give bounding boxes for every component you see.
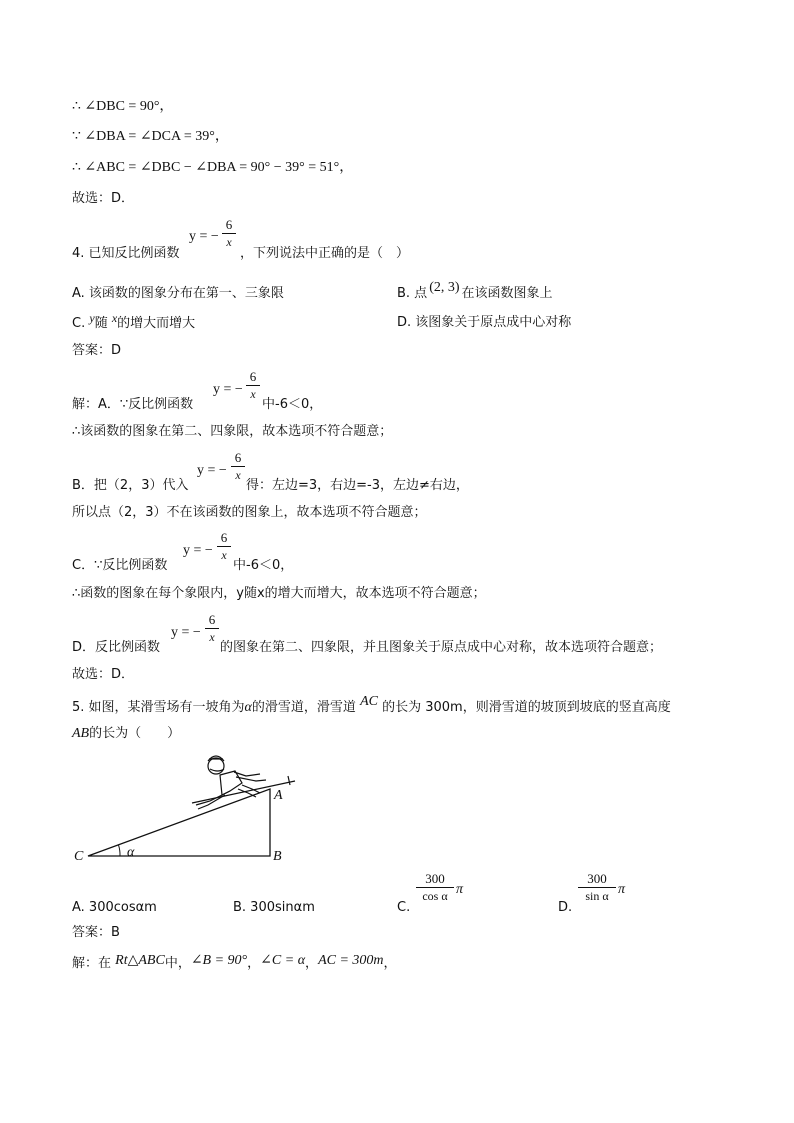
sol-b-fraction: [231, 451, 245, 482]
sol-d-fraction: [205, 613, 219, 644]
q5-option-d-fraction: [578, 872, 616, 903]
prev-line-4: 故选：D．: [72, 191, 135, 206]
sol-c-pre: C．∵反比例函数: [72, 558, 168, 573]
q4-option-b: [397, 280, 553, 302]
prev-line-3: ∴ ∠ABC = ∠DBC − ∠DBA = 90° − 39° = 51°，: [72, 160, 354, 175]
q5-sol-rt: Rt△ABC: [115, 953, 165, 968]
angle-arc: [119, 845, 121, 856]
q5-sol-comma-2: ，: [305, 956, 319, 971]
q5-stem-line-2: [72, 726, 180, 742]
q4-option-a: A. 该函数的图象分布在第一、三象限: [72, 286, 284, 301]
q5-stem-line-2-post: 的长为（ ）: [89, 726, 181, 741]
q4-stem-fraction: [222, 218, 236, 249]
q4-stem-y-eq: y = −: [189, 229, 219, 244]
sol-c-y-eq: y = −: [183, 543, 213, 558]
q5-stem-ac: AC: [360, 694, 378, 709]
frac-den: cos α: [422, 889, 448, 903]
q5-sol-angle-b: ∠B = 90°: [190, 953, 248, 968]
frac-num: 300: [425, 871, 445, 886]
q4-option-c-mid: 随: [94, 316, 108, 331]
q4-option-c: [72, 311, 196, 332]
q4-option-d: D. 该图象关于原点成中心对称: [397, 315, 572, 330]
q5-option-d: D.: [558, 900, 573, 915]
q4-option-b-point: (2, 3): [429, 280, 460, 295]
frac-num: 6: [208, 612, 216, 627]
q5-stem-post: 的长为 300m，则滑雪道的坡顶到坡底的竖直高度: [382, 700, 671, 715]
q4-option-b-post: 在该函数图象上: [461, 286, 553, 301]
q5-stem-pre: 5. 如图，某滑雪场有一坡角为: [72, 700, 245, 715]
sol-b-post: 得：左边=3，右边=-3，左边≠右边，: [246, 478, 469, 493]
frac-bar: [217, 546, 231, 547]
sol-c-fraction: [217, 531, 231, 562]
frac-num: 6: [225, 217, 233, 232]
frac-den: x: [221, 548, 227, 562]
q4-stem-pre: 4. 已知反比例函数: [72, 246, 180, 261]
q5-sol-comma-1: ，: [247, 956, 261, 971]
q4-option-c-x: x: [111, 311, 118, 325]
sol-b-y-eq: y = −: [197, 463, 227, 478]
q5-sol-angle-c: ∠C = α: [260, 953, 306, 968]
frac-bar: [205, 628, 219, 629]
vertex-a-label: A: [274, 788, 283, 803]
sol-a-pre: 解：A．∵反比例函数: [72, 397, 194, 412]
q5-stem-line-1: [72, 694, 671, 716]
sol-c-post: 中-6＜0，: [233, 558, 294, 573]
q5-option-c: C.: [397, 900, 411, 915]
frac-den: sin α: [585, 889, 609, 903]
sol-b-line-2: 所以点（2，3）不在该函数的图象上，故本选项不符合题意；: [72, 505, 427, 520]
sol-d-post: 的图象在第二、四象限，并且图象关于原点成中心对称，故本选项符合题意；: [220, 640, 663, 655]
sol-b-pre: B．把（2，3）代入: [72, 478, 189, 493]
q5-option-c-fraction: [416, 872, 454, 903]
frac-bar: [416, 887, 454, 888]
q5-sol-pre: 解：在: [72, 956, 112, 971]
prev-line-2: ∵ ∠DBA = ∠DCA = 39°，: [72, 129, 229, 144]
q5-sol-mid: 中，: [164, 956, 191, 971]
frac-num: 300: [587, 871, 607, 886]
sol-a-fraction: [246, 370, 260, 401]
sol-d-pre: D．反比例函数: [72, 640, 161, 655]
q4-stem-post: ，下列说法中正确的是（ ）: [240, 246, 410, 261]
frac-den: x: [250, 387, 256, 401]
slope-triangle: [88, 789, 270, 856]
q4-choose: 故选：D．: [72, 667, 135, 682]
angle-alpha-label: α: [127, 845, 135, 860]
q5-option-a: A. 300cosαm: [72, 900, 157, 915]
q5-answer: 答案：B: [72, 925, 120, 940]
q5-stem-mid: 的滑雪道，滑雪道: [251, 700, 356, 715]
frac-den: x: [235, 468, 241, 482]
sol-c-line-2: ∴函数的图象在每个象限内，y随x的增大而增大，故本选项不符合题意；: [72, 586, 486, 601]
frac-num: 6: [220, 530, 228, 545]
q5-stem-ab: AB: [72, 726, 90, 741]
q5-sol-ac: AC = 300m: [318, 953, 384, 968]
sol-a-post: 中-6＜0，: [262, 397, 323, 412]
q4-option-b-pre: B. 点: [397, 286, 428, 301]
q5-option-c-pi: π: [456, 882, 464, 897]
frac-num: 6: [234, 450, 242, 465]
q5-stem-alpha: α: [244, 700, 252, 715]
q4-answer: 答案：D: [72, 343, 122, 358]
frac-bar: [246, 385, 260, 386]
prev-line-1: ∴ ∠DBC = 90°，: [72, 99, 174, 114]
sol-d-y-eq: y = −: [171, 625, 201, 640]
q5-option-d-pi: π: [618, 882, 626, 897]
frac-den: x: [209, 630, 215, 644]
q4-option-c-post: 的增大而增大: [117, 316, 196, 331]
vertex-c-label: C: [74, 849, 84, 864]
frac-bar: [578, 887, 616, 888]
q4-option-c-pre: C.: [72, 316, 86, 331]
q5-option-b: B. 300sinαm: [233, 900, 315, 915]
frac-bar: [222, 233, 236, 234]
frac-den: x: [226, 235, 232, 249]
frac-num: 6: [249, 369, 257, 384]
q5-sol-comma-3: ，: [383, 956, 397, 971]
frac-bar: [231, 466, 245, 467]
sol-a-line-2: ∴该函数的图象在第二、四象限，故本选项不符合题意；: [72, 424, 393, 439]
q4-option-c-y: y: [89, 311, 95, 325]
q5-solution-line: [72, 953, 397, 972]
sol-a-y-eq: y = −: [213, 382, 243, 397]
vertex-b-label: B: [273, 849, 282, 864]
